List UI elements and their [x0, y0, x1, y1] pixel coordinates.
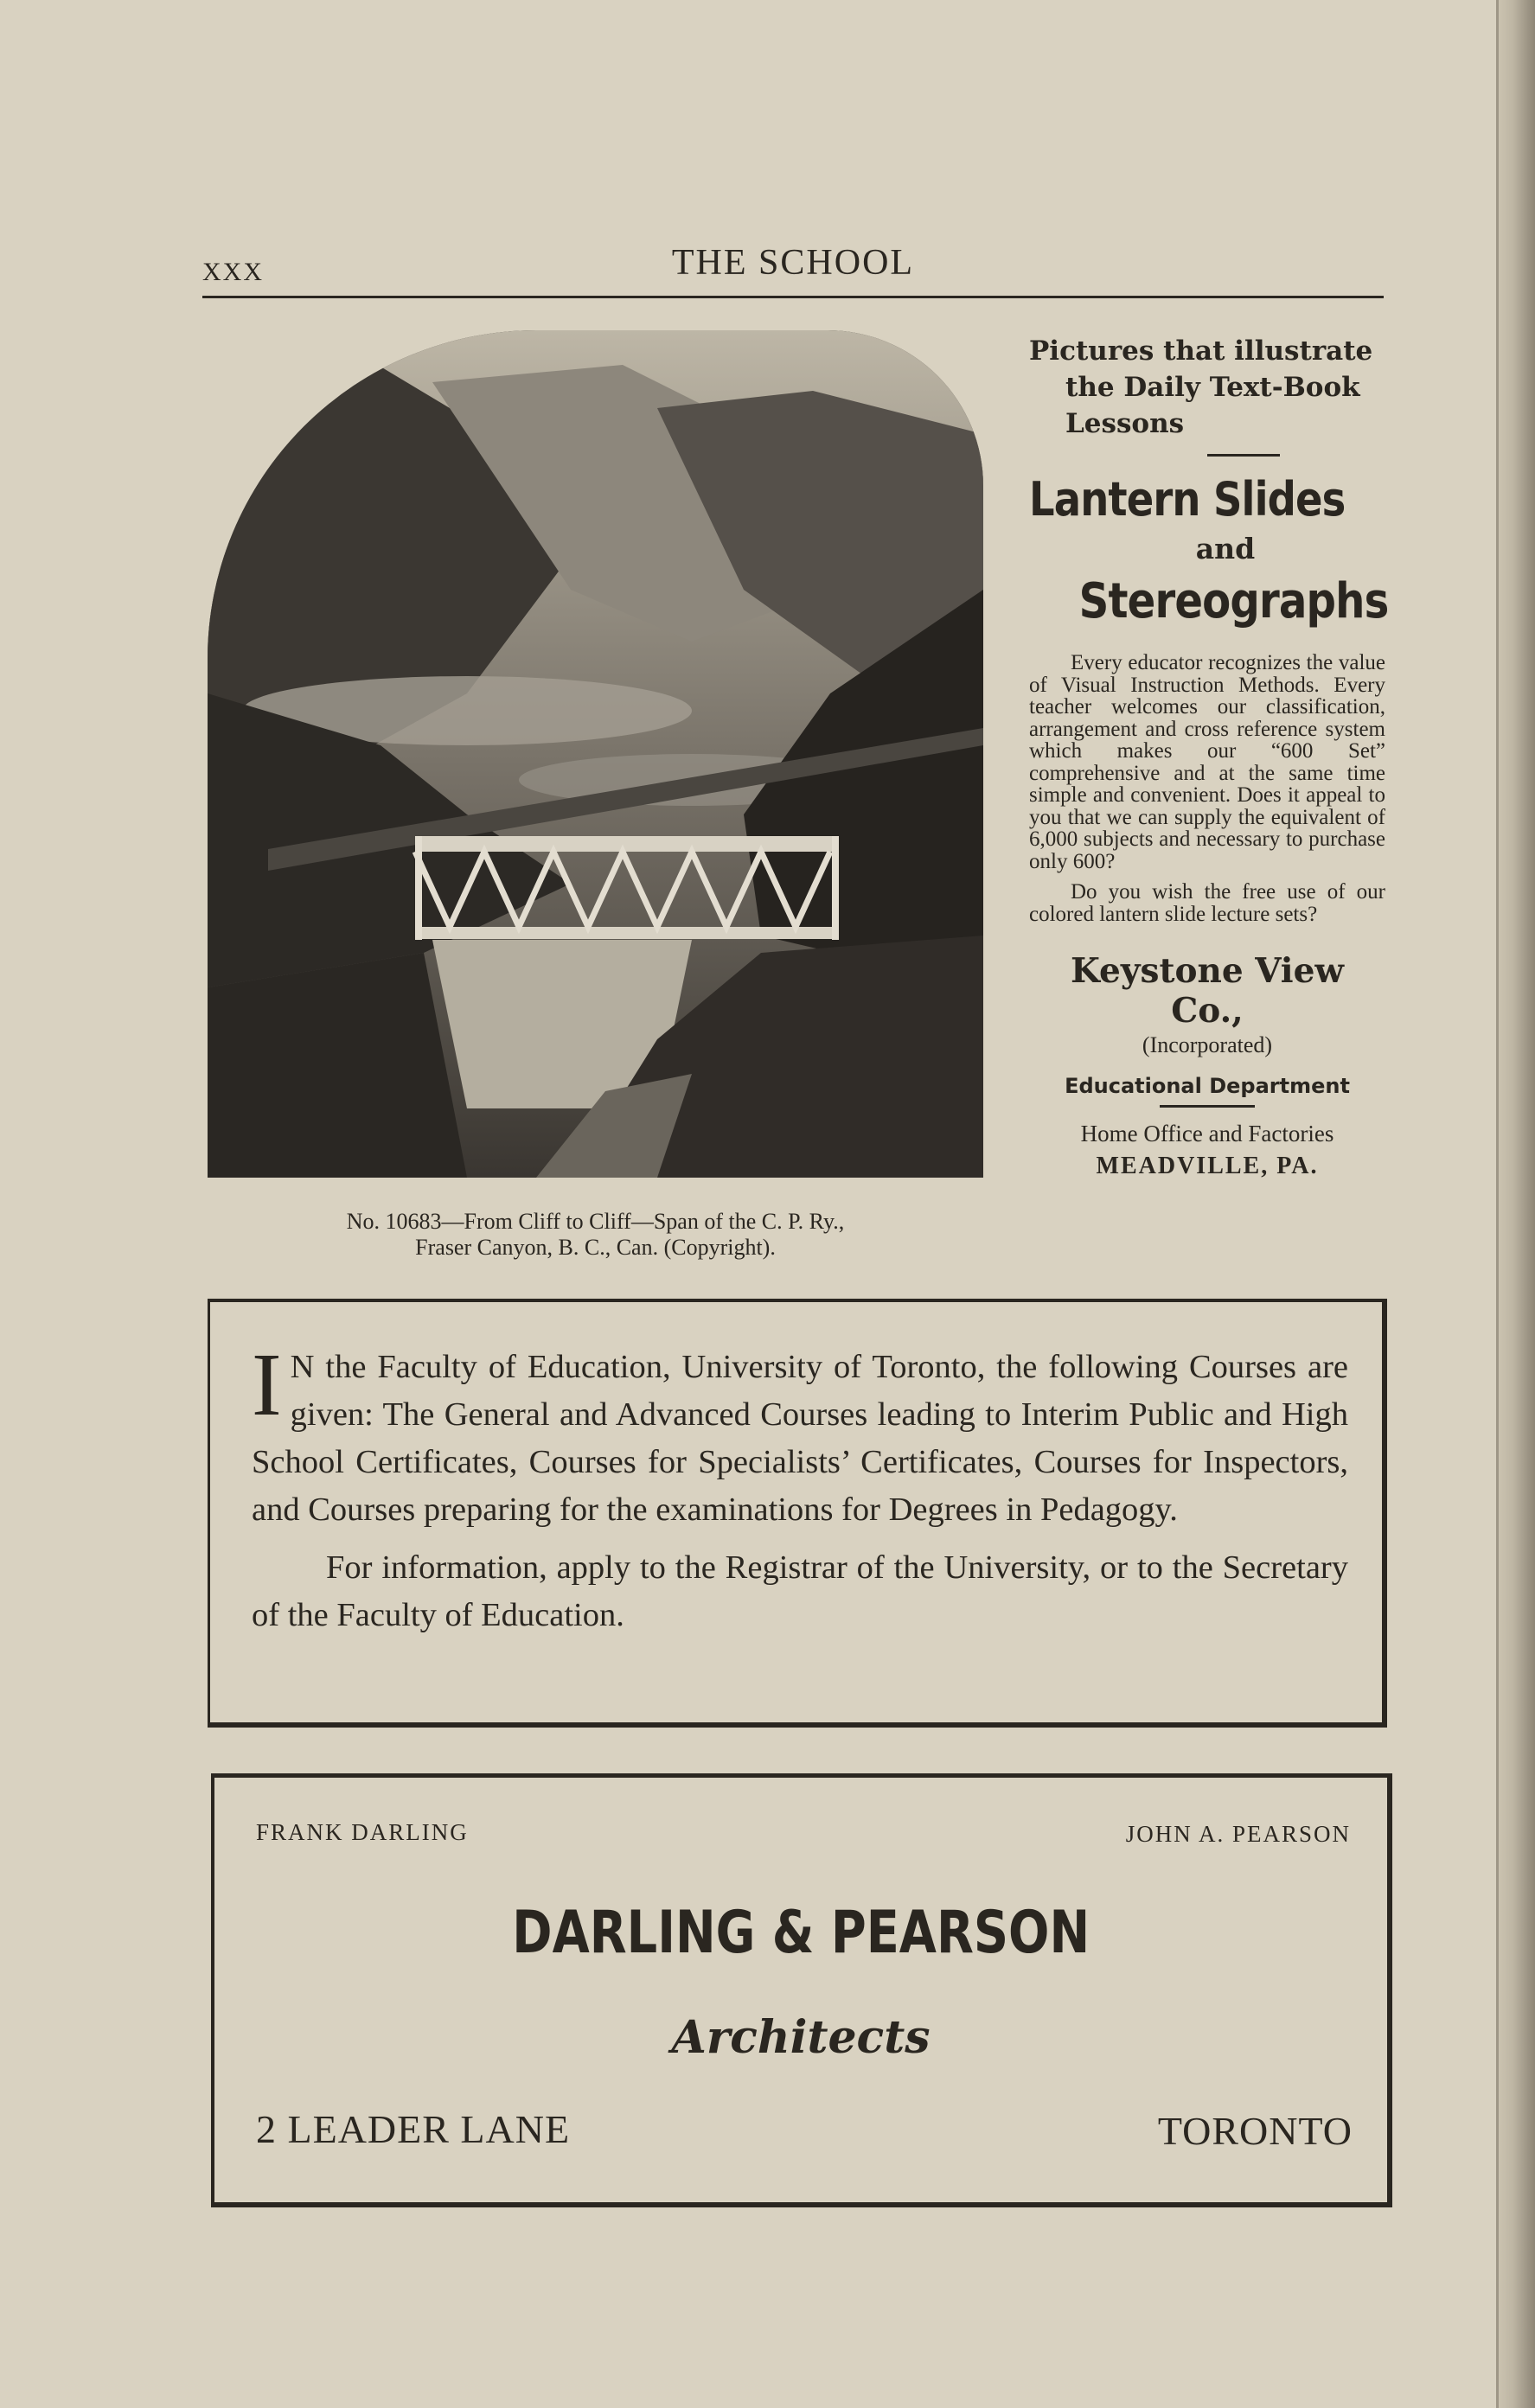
department-name: Educational Department	[1065, 1074, 1350, 1098]
headline-stereographs: Stereographs	[1078, 573, 1389, 629]
company-location: MEADVILLE, PA.	[1096, 1153, 1319, 1179]
divider-rule	[1207, 454, 1280, 457]
faculty-of-education-notice	[208, 1299, 1387, 1728]
city-name: TORONTO	[1157, 2109, 1353, 2153]
page-number: XXX	[202, 258, 264, 286]
architects-card	[211, 1773, 1392, 2207]
ad-paragraph-2: Do you wish the free use of our colored lantern slide lecture sets?	[1029, 880, 1385, 926]
incorporated-note: (Incorporated)	[1142, 1032, 1273, 1057]
partner-left: FRANK DARLING	[256, 1819, 469, 1845]
canyon-bridge-photo	[208, 330, 983, 1178]
running-title: THE SCHOOL	[671, 243, 915, 283]
page-edge	[1499, 0, 1535, 2408]
firm-name	[214, 1899, 1387, 1967]
department-rule	[1160, 1105, 1255, 1108]
page-header	[202, 235, 1384, 296]
intro-line-3: Lessons	[1065, 408, 1185, 439]
notice-paragraph-1	[252, 1335, 1348, 1534]
headline-lantern-slides: Lantern Slides	[1029, 472, 1346, 527]
company-name: Keystone View Co.,	[1070, 951, 1345, 1031]
profession-label: Architects	[671, 2011, 931, 2064]
drop-cap: I	[252, 1335, 282, 1434]
partner-right: JOHN A. PEARSON	[1125, 1821, 1351, 1847]
caption-line-1: No. 10683—From Cliff to Cliff—Span of the C. P. Ry.,	[346, 1209, 845, 1234]
firm-name-text: DARLING & PEARSON	[512, 1899, 1090, 1967]
intro-line-1: Pictures that illustrate	[1029, 335, 1373, 367]
notice-paragraph-1-text: N the Faculty of Education, University of Toronto, the following Courses are given: The General and Advanced Courses leading to Interim Public and High School Certificates, Courses for Specialists’ Certificates, Courses for Inspectors, and Courses preparing for the examinations for Degrees in Pedagogy.	[252, 1349, 1348, 1528]
office-line: Home Office and Factories	[1080, 1121, 1334, 1147]
notice-text	[252, 1335, 1348, 1639]
photo-caption	[208, 1209, 983, 1261]
header-rule	[202, 296, 1384, 298]
intro-line-2: the Daily Text-Book	[1065, 372, 1360, 403]
bridge-photo-image	[208, 330, 983, 1178]
keystone-advertisement	[1029, 333, 1389, 1184]
headline-and: and	[1195, 532, 1256, 565]
notice-paragraph-2: For information, apply to the Registrar of the University, or to the Secretary of the Faculty of Education.	[252, 1549, 1348, 1633]
caption-line-2: Fraser Canyon, B. C., Can. (Copyright).	[415, 1235, 776, 1260]
street-address: 2 LEADER LANE	[256, 2107, 571, 2151]
ad-paragraph-1: Every educator recognizes the value of Visual Instruction Methods. Every teacher welcomes our classification, arrangement and cross reference system which makes our “600 Set” comprehensive and at the same time simple and convenient. Does it appeal to you that we can supply the equivalent of 6,000 subjects and necessary to purchase only 600?	[1029, 651, 1385, 873]
ad-body-text	[1029, 652, 1385, 925]
